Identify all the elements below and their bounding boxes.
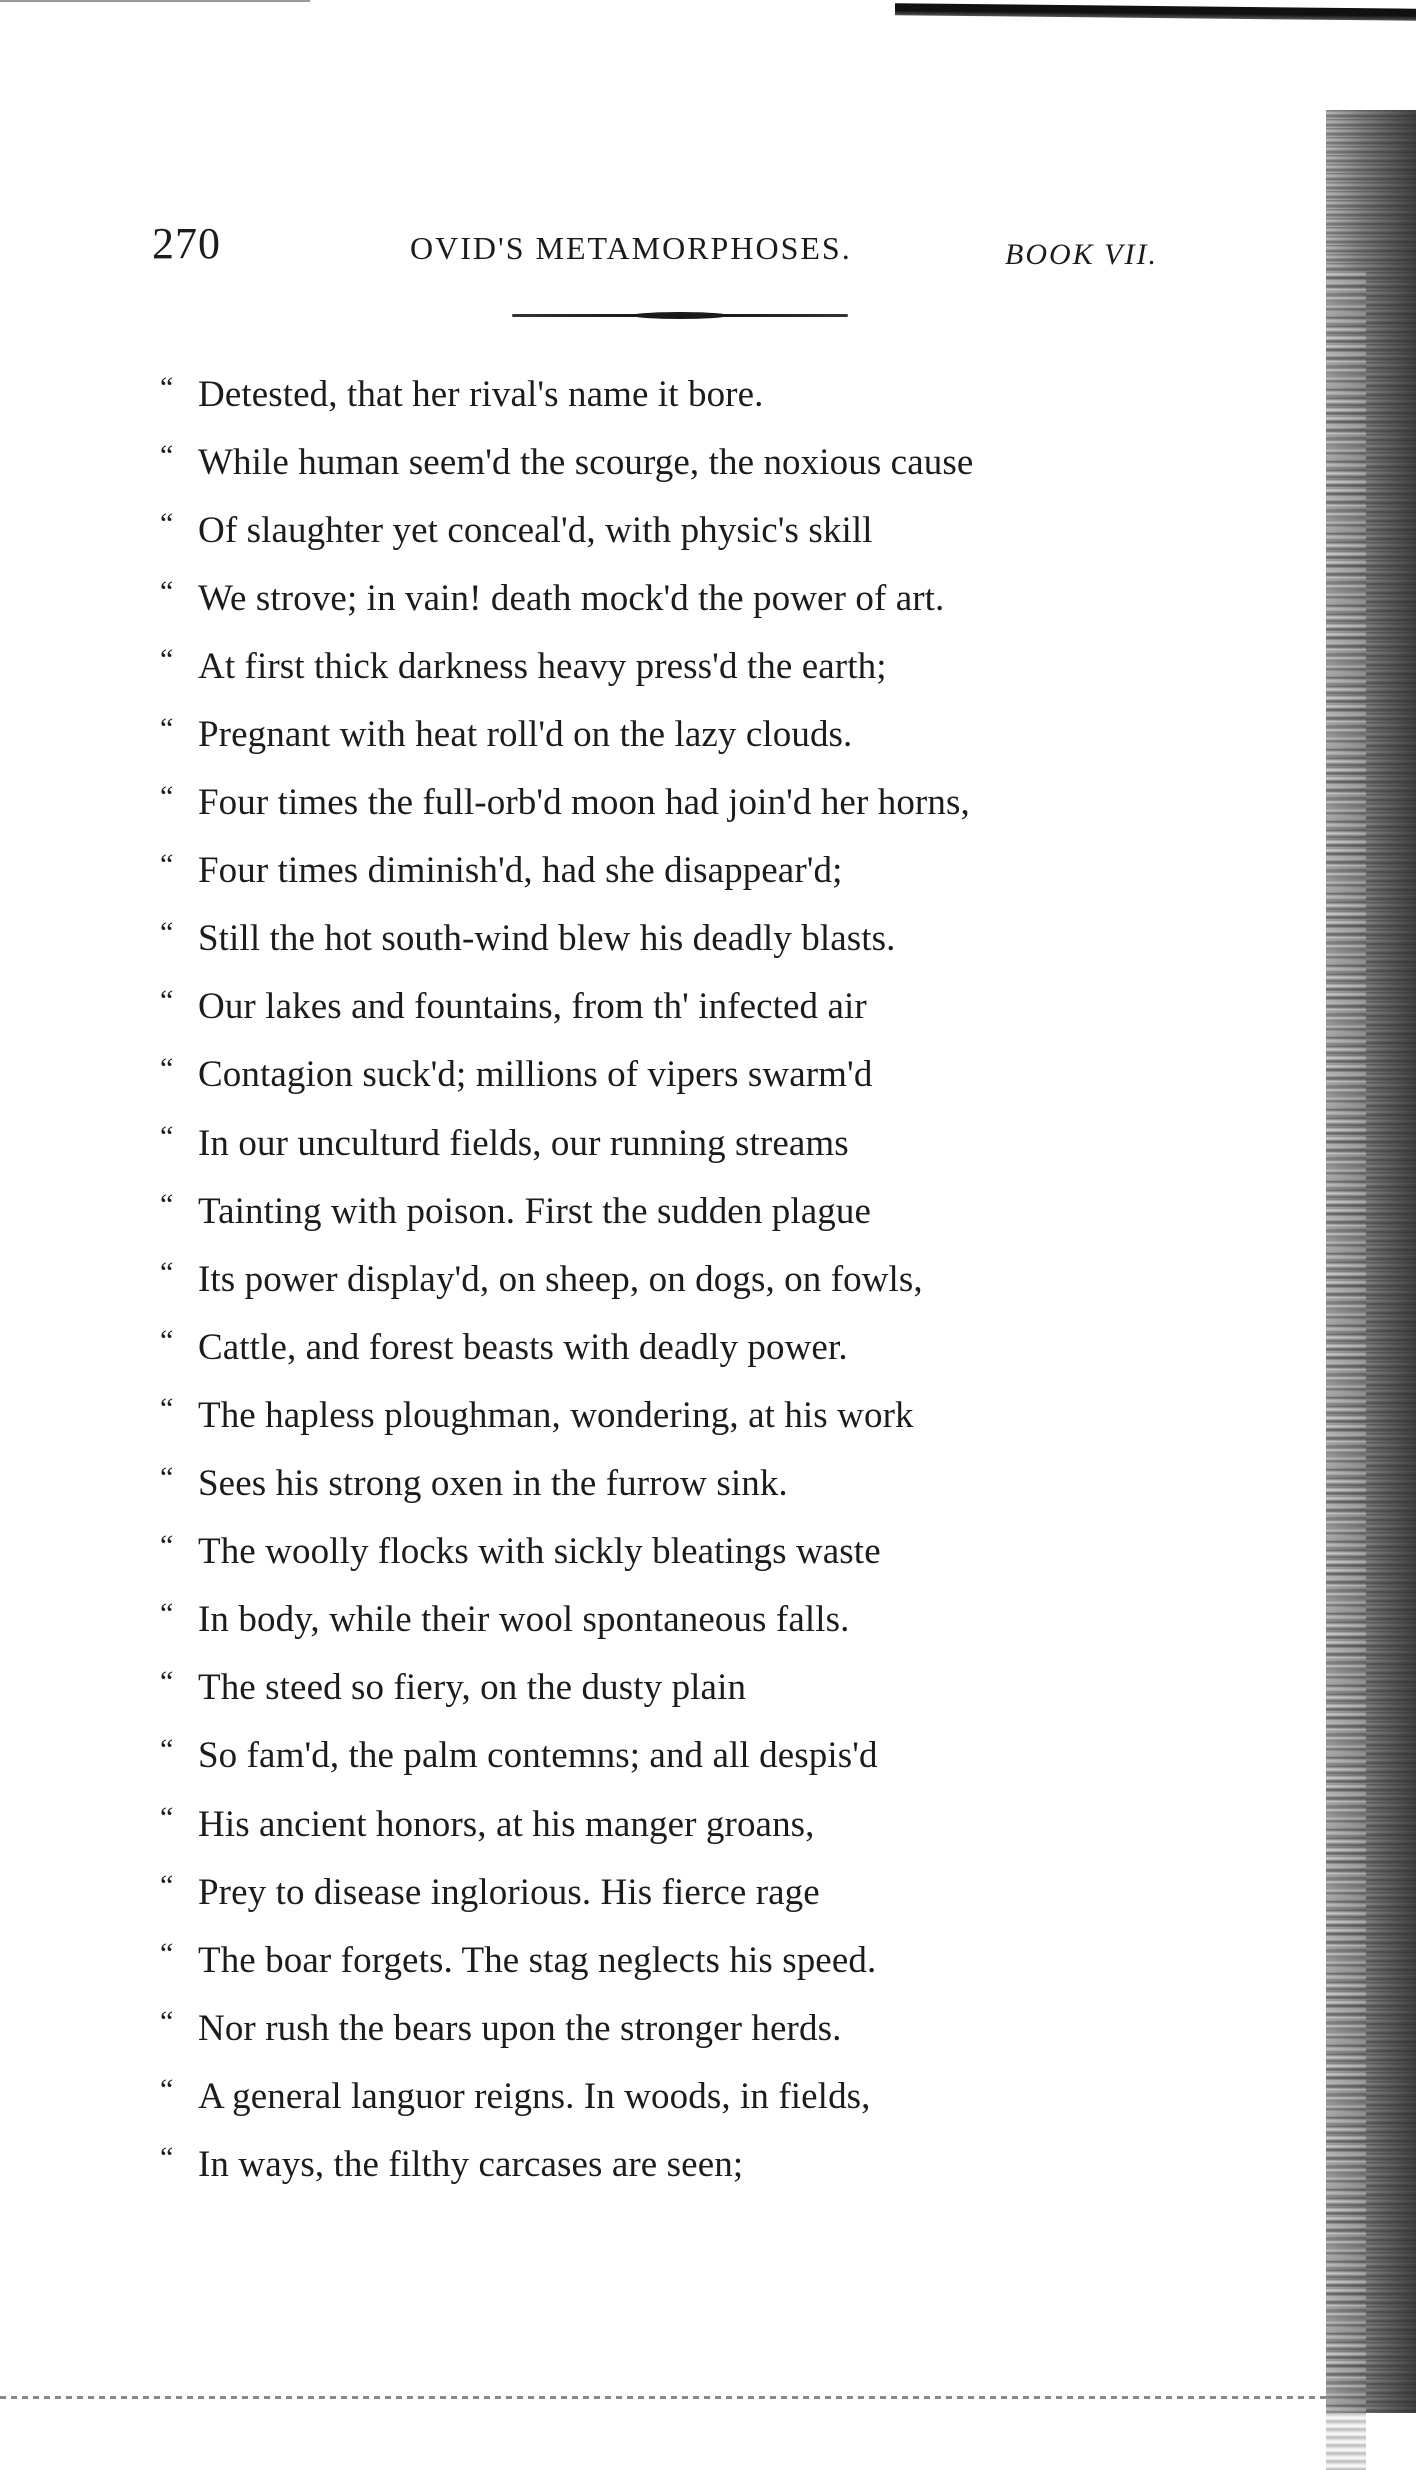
poem-line (160, 2130, 1210, 2198)
opening-quote-mark: “ (160, 643, 174, 677)
opening-quote-mark: “ (160, 1869, 174, 1903)
poem-line (160, 2062, 1210, 2130)
opening-quote-mark: “ (160, 711, 174, 745)
opening-quote-mark: “ (160, 1324, 174, 1358)
running-title: OVID'S METAMORPHOSES. (410, 230, 852, 266)
poem-line (160, 1926, 1210, 1994)
verse-text: Our lakes and fountains, from th' infected air (198, 986, 867, 1028)
poem-line (160, 837, 1210, 905)
opening-quote-mark: “ (160, 1188, 174, 1222)
verse-text: In our unculturd fields, our running streams (198, 1122, 849, 1164)
verse-text: The steed so fiery, on the dusty plain (198, 1667, 747, 1709)
poem-line (160, 905, 1210, 973)
page-number: 270 (152, 219, 221, 268)
verse-text: Still the hot south-wind blew his deadly blasts. (198, 918, 896, 960)
verse-text: The hapless ploughman, wondering, at his work (198, 1394, 914, 1436)
poem-line (160, 1109, 1210, 1177)
verse-text: The boar forgets. The stag neglects his speed. (198, 1939, 877, 1981)
opening-quote-mark: “ (160, 1256, 174, 1290)
poem-line (160, 1245, 1210, 1313)
opening-quote-mark: “ (160, 847, 174, 881)
opening-quote-mark: “ (160, 915, 174, 949)
poem-line (160, 1858, 1210, 1926)
opening-quote-mark: “ (160, 575, 174, 609)
verse-text: We strove; in vain! death mock'd the power of art. (198, 577, 945, 619)
opening-quote-mark: “ (160, 507, 174, 541)
verse-text: So fam'd, the palm contemns; and all despis'd (198, 1735, 878, 1777)
verse-text: His ancient honors, at his manger groans, (198, 1803, 815, 1845)
verse-text: Pregnant with heat roll'd on the lazy clouds. (198, 714, 853, 756)
verse-text: The woolly flocks with sickly bleatings waste (198, 1531, 881, 1573)
opening-quote-mark: “ (160, 2005, 174, 2039)
poem-line (160, 428, 1210, 496)
header-rule (512, 314, 848, 317)
opening-quote-mark: “ (160, 1732, 174, 1766)
verse-text: Nor rush the bears upon the stronger herds. (198, 2007, 842, 2049)
verse-text: Its power display'd, on sheep, on dogs, on fowls, (198, 1258, 923, 1300)
page-gutter-texture (1326, 270, 1366, 2470)
opening-quote-mark: “ (160, 1120, 174, 1154)
verse-text: Four times the full-orb'd moon had join'd her horns, (198, 782, 970, 824)
verse-text: Sees his strong oxen in the furrow sink. (198, 1463, 788, 1505)
opening-quote-mark: “ (160, 1460, 174, 1494)
poem-text (160, 360, 1210, 2199)
opening-quote-mark: “ (160, 1664, 174, 1698)
poem-line (160, 1041, 1210, 1109)
verse-text: While human seem'd the scourge, the noxious cause (198, 441, 974, 483)
verse-text: Tainting with poison. First the sudden plague (198, 1190, 871, 1232)
poem-line (160, 564, 1210, 632)
opening-quote-mark: “ (160, 1051, 174, 1085)
verse-text: Four times diminish'd, had she disappear'd; (198, 850, 843, 892)
poem-line (160, 1790, 1210, 1858)
poem-line (160, 1177, 1210, 1245)
poem-line (160, 973, 1210, 1041)
opening-quote-mark: “ (160, 779, 174, 813)
poem-line (160, 632, 1210, 700)
verse-text: At first thick darkness heavy press'd the earth; (198, 645, 887, 687)
poem-line (160, 1586, 1210, 1654)
opening-quote-mark: “ (160, 2073, 174, 2107)
poem-line (160, 1994, 1210, 2062)
opening-quote-mark: “ (160, 371, 174, 405)
verse-text: In body, while their wool spontaneous falls. (198, 1599, 850, 1641)
poem-line (160, 1518, 1210, 1586)
poem-line (160, 1654, 1210, 1722)
poem-line (160, 496, 1210, 564)
opening-quote-mark: “ (160, 1528, 174, 1562)
scan-edge-top-left (0, 0, 310, 2)
opening-quote-mark: “ (160, 1801, 174, 1835)
poem-line (160, 360, 1210, 428)
poem-line (160, 700, 1210, 768)
poem-line (160, 769, 1210, 837)
poem-line (160, 1381, 1210, 1449)
poem-line (160, 1450, 1210, 1518)
verse-text: Of slaughter yet conceal'd, with physic's skill (198, 509, 873, 551)
verse-text: A general languor reigns. In woods, in fields, (198, 2075, 871, 2117)
scan-edge-top-right (895, 3, 1416, 20)
opening-quote-mark: “ (160, 1937, 174, 1971)
book-label: BOOK VII. (1005, 238, 1158, 271)
opening-quote-mark: “ (160, 2141, 174, 2175)
verse-text: In ways, the filthy carcases are seen; (198, 2143, 744, 2185)
verse-text: Prey to disease inglorious. His fierce rage (198, 1871, 820, 1913)
opening-quote-mark: “ (160, 983, 174, 1017)
poem-line (160, 1722, 1210, 1790)
opening-quote-mark: “ (160, 1596, 174, 1630)
verse-text: Contagion suck'd; millions of vipers swarm'd (198, 1054, 873, 1096)
verse-text: Detested, that her rival's name it bore. (198, 373, 764, 415)
opening-quote-mark: “ (160, 439, 174, 473)
verse-text: Cattle, and forest beasts with deadly power. (198, 1326, 848, 1368)
poem-line (160, 1313, 1210, 1381)
opening-quote-mark: “ (160, 1392, 174, 1426)
page-gutter-shadow (1326, 110, 1416, 2413)
scan-edge-bottom (0, 2396, 1330, 2399)
